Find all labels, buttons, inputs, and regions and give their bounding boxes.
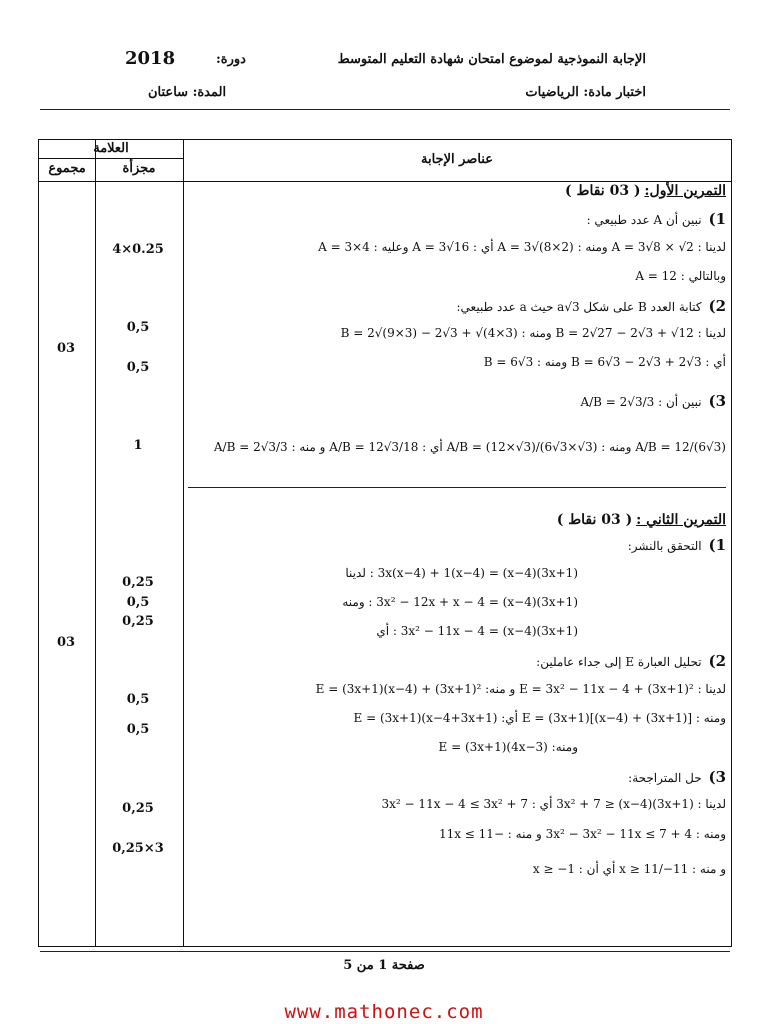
ex2-q1-line1: (3x+1)(x−4) = 3x(x−4) + 1(x−4) : لدينا bbox=[345, 566, 578, 580]
ex2-q2-number: 2) bbox=[708, 652, 726, 670]
partial-heading: مجزأة bbox=[122, 161, 156, 176]
ex2-q1-text: التحقق بالنشر: bbox=[627, 539, 702, 553]
ex2-mark-3: 0,25 bbox=[122, 614, 154, 629]
ex2-q3-line2: ومنه : 3x² − 3x² − 11x ≤ 7 + 4 و منه : −11x ≤ 11 bbox=[438, 827, 726, 841]
ex2-mark-6: 0,25 bbox=[122, 801, 154, 816]
table-header-line bbox=[39, 181, 731, 182]
website-url[interactable]: www.mathonec.com bbox=[284, 1001, 484, 1023]
ex2-mark-2: 0,5 bbox=[126, 595, 150, 610]
ex1-q1-line1: لدينا : A = 3√8 × √2 ومنه : A = 3√(8×2) أي : A = 3√16 وعليه : A = 3×4 bbox=[318, 240, 726, 254]
ex2-q3-line3: و منه : x ≥ 11/−11 أي أن : x ≥ −1 bbox=[532, 862, 726, 876]
ex1-heading bbox=[565, 183, 726, 199]
ex1-points: ( 03 نقاط ) bbox=[565, 183, 641, 199]
ex2-mark-7: 0,25×3 bbox=[112, 841, 164, 856]
ex2-q2 bbox=[536, 652, 726, 670]
header-divider bbox=[40, 109, 730, 110]
ex2-q3 bbox=[628, 768, 726, 786]
ex2-q3-line1: لدينا : (3x+1)(x−4) ≤ 3x² + 7 أي : 3x² − 11x − 4 ≤ 3x² + 7 bbox=[381, 797, 726, 811]
grade-subheader-line bbox=[39, 158, 183, 159]
ex2-q2-line3: ومنه: E = (3x+1)(4x−3) bbox=[438, 740, 578, 754]
ex1-q2-number: 2) bbox=[708, 297, 726, 315]
ex2-mark-1: 0,25 bbox=[122, 575, 154, 590]
session-year: 2018 bbox=[125, 48, 176, 69]
ex2-q2-line2: ومنه : E = (3x+1)[(x−4) + (3x+1)] أي: E = (3x+1)(x−4+3x+1) bbox=[353, 711, 726, 725]
ex1-q1-number: 1) bbox=[708, 210, 726, 228]
ex2-q1-line2: (3x+1)(x−4) = 3x² − 12x + x − 4 : ومنه bbox=[342, 595, 578, 609]
ex2-mark-4: 0,5 bbox=[126, 692, 150, 707]
exam-title: الإجابة النموذجية لموضوع امتحان شهادة التعليم المتوسط bbox=[337, 52, 646, 67]
duration-label: المدة: ساعتان bbox=[148, 85, 227, 100]
ex1-total-mark: 03 bbox=[56, 341, 76, 356]
ex2-q1 bbox=[628, 536, 726, 554]
ex2-q3-text: حل المتراجحة: bbox=[628, 771, 702, 785]
ex2-mark-5: 0,5 bbox=[126, 722, 150, 737]
ex1-q1 bbox=[587, 210, 726, 228]
ex1-q3-line1: A/B = 12/(6√3) ومنه : A/B = (12×√3)/(6√3×√3) أي : A/B = 12√3/18 و منه : A/B = 2√3/3 bbox=[213, 440, 726, 454]
col-divider-answers bbox=[183, 140, 184, 946]
subject-label: اختبار مادة: الرياضيات bbox=[525, 85, 646, 100]
ex2-points: ( 03 نقاط ) bbox=[556, 512, 633, 528]
exercise-separator bbox=[188, 487, 726, 488]
ex1-q3 bbox=[580, 392, 726, 410]
ex1-mark-2: 0,5 bbox=[126, 320, 150, 335]
ex2-total-mark: 03 bbox=[56, 635, 76, 650]
ex1-mark-3: 0,5 bbox=[126, 360, 150, 375]
page-number: صفحة 1 من 5 bbox=[343, 958, 425, 973]
ex1-q1-line2: وبالتالي : A = 12 bbox=[635, 269, 726, 283]
ex1-q3-text: نبين أن : A/B = 2√3/3 bbox=[580, 395, 702, 409]
ex1-title: التمرين الأول: bbox=[644, 183, 726, 199]
footer-divider bbox=[40, 951, 730, 952]
ex1-q2-line1: لدينا : B = 2√27 − 2√3 + √12 ومنه : B = 2√(9×3) − 2√3 + √(4×3) bbox=[340, 326, 726, 340]
col-divider-total bbox=[95, 140, 96, 946]
ex1-q2-line2: أي : B = 6√3 − 2√3 + 2√3 ومنه : B = 6√3 bbox=[483, 355, 726, 369]
ex1-mark-1: 4×0.25 bbox=[112, 242, 164, 257]
ex2-heading bbox=[557, 512, 726, 528]
ex2-title: التمرين الثاني : bbox=[636, 512, 726, 528]
ex2-q1-line3: (3x+1)(x−4) = 3x² − 11x − 4 : أي bbox=[376, 624, 578, 638]
ex1-mark-4: 1 bbox=[133, 438, 143, 453]
ex2-q3-number: 3) bbox=[708, 768, 726, 786]
grade-heading: العلامة bbox=[93, 141, 129, 156]
ex2-q2-text: تحليل العبارة E إلى جداء عاملين: bbox=[536, 655, 702, 669]
ex1-q2 bbox=[457, 297, 727, 315]
ex1-q1-text: نبين أن A عدد طبيعي : bbox=[586, 213, 702, 227]
ex1-q3-number: 3) bbox=[708, 392, 726, 410]
total-heading: مجموع bbox=[48, 161, 86, 176]
ex1-q2-text: كتابة العدد B على شكل a√3 حيث a عدد طبيعي: bbox=[456, 300, 702, 314]
session-label: دورة: bbox=[216, 52, 246, 67]
answer-elements-heading: عناصر الإجابة bbox=[421, 152, 493, 167]
ex2-q1-number: 1) bbox=[708, 536, 726, 554]
ex2-q2-line1: لدينا : E = 3x² − 11x − 4 + (3x+1)² و منه: E = (3x+1)(x−4) + (3x+1)² bbox=[315, 682, 726, 696]
